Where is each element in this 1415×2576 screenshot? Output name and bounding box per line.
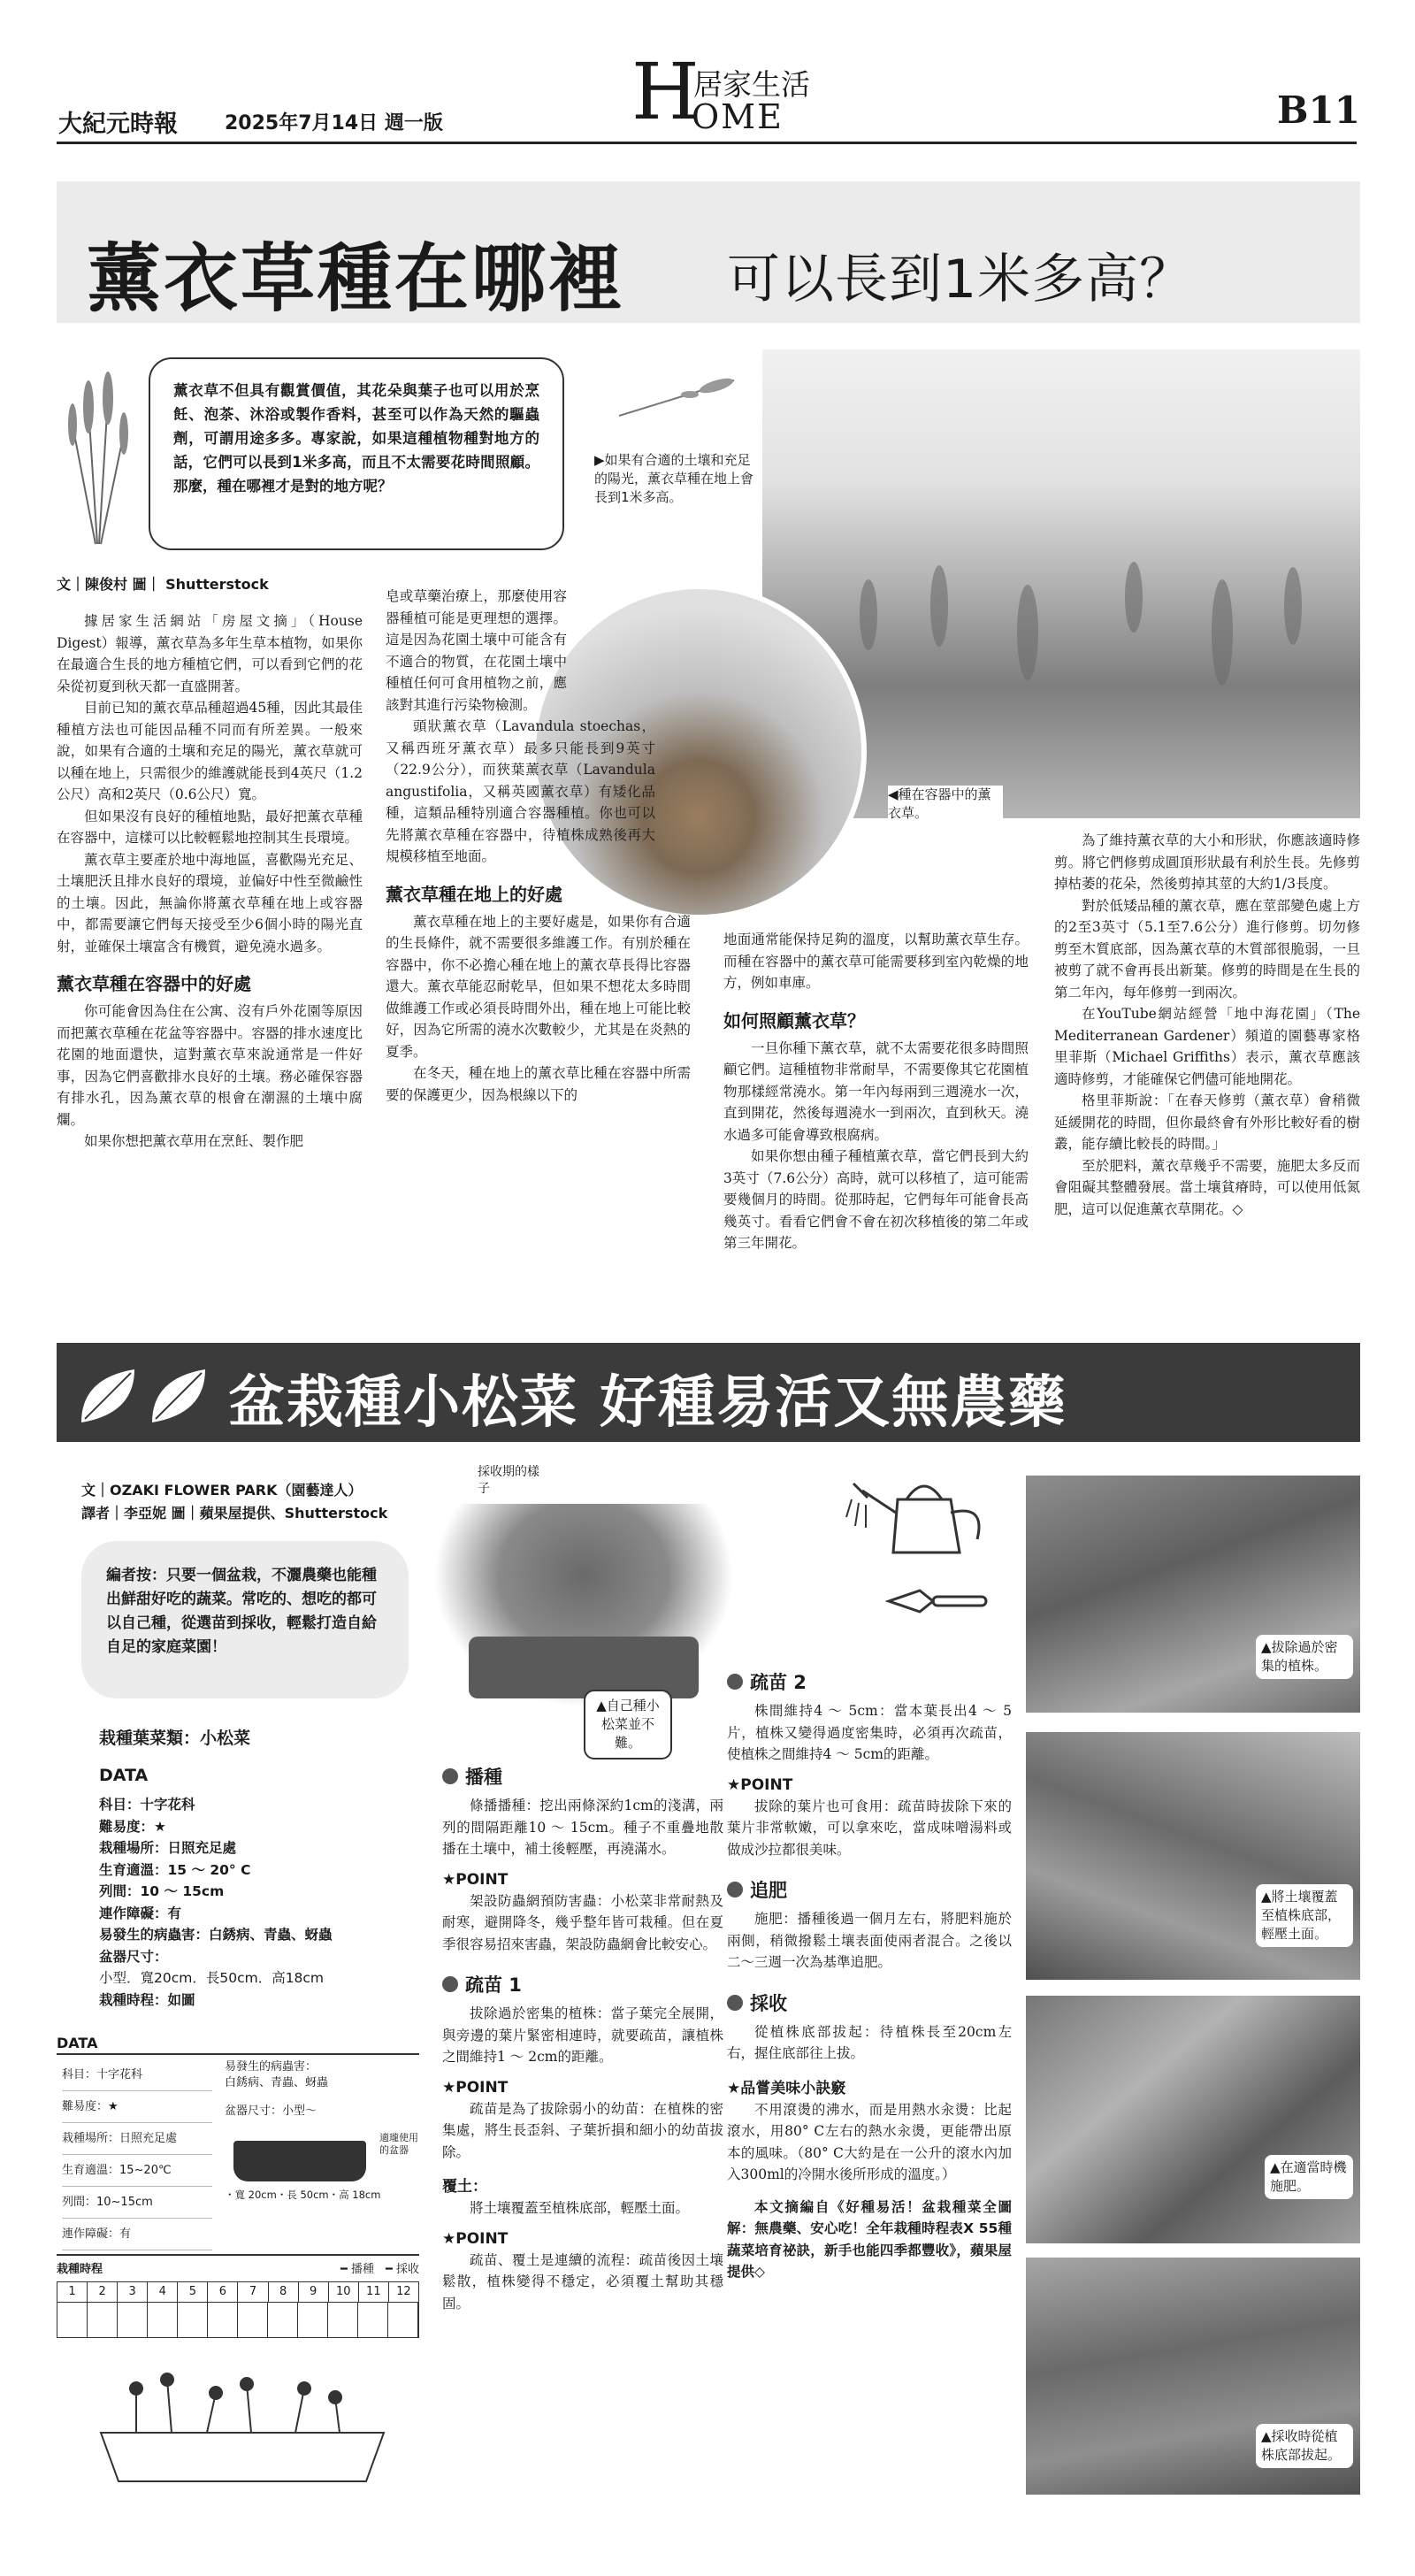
bullet-dot-icon <box>727 1995 743 2011</box>
schedule-title: 栽種時程 <box>57 2263 103 2276</box>
data-row: 生育適溫：15 ～ 20° C <box>99 1861 251 1878</box>
data-row: 科目：十字花科 <box>99 1797 195 1813</box>
para: 頭狀薰衣草（Lavandula stoechas，又稱西班牙薰衣草）最多只能長到9英寸（22.9公分），而狹葉薰衣草（Lavandula angustifolia，又稱英國薰衣草）有矮化品種，這類品種特別適合容器種植。你也可以先將薰衣草種在容器中，待植株成熟後再大規模移植至地面。 <box>386 718 655 864</box>
planter-illustration <box>83 2362 402 2486</box>
editor-note-text: 編者按：只要一個盆栽，不灑農藥也能種出鮮甜好吃的蔬菜。常吃的、想吃的都可以自己種，從選苗到採收，輕鬆打造自給自足的家庭菜園！ <box>106 1567 377 1656</box>
para: 株間維持4 ～ 5cm：當本葉長出4 ～ 5片，植株又變得過度密集時，必須再次疏苗，使植株之間維持4 ～ 5cm的距離。 <box>727 1703 1012 1762</box>
step-title: 疏苗 1 <box>465 1974 522 1996</box>
para: 至於肥料，薰衣草幾乎不需要，施肥太多反而會阻礙其整體發展。當土壤貧瘠時，可以使用低氮肥，這可以促進薰衣草開花。◇ <box>1054 1157 1360 1217</box>
step-heading <box>442 1971 723 1997</box>
diag-row: 列間：10~15cm <box>62 2187 212 2219</box>
para: 薰衣草主要產於地中海地區，喜歡陽光充足、土壤肥沃且排水良好的環境，並偏好中性至微鹼性的土壤。因此，無論你將薰衣草種在地上或容器中，都需要讓它們每天接受至少6個小時的陽光直射，並確保土壤富含有機質，避免澆水過多。 <box>57 851 363 954</box>
data-row: 栽種時程：如圖 <box>99 1991 195 2008</box>
intro-text: 薰衣草不但具有觀賞價值，其花朵與葉子也可以用於烹飪、泡茶、沐浴或製作香料，甚至可以作為天然的驅蟲劑，可謂用途多多。專家說，如果這種植物種對地方的話，它們可以長到1米多高，而且不太需要花時間照顧。那麼，種在哪裡才是對的地方呢？ <box>173 382 539 494</box>
para: 疏苗是為了拔除弱小的幼苗：在植株的密集處，將生長歪斜、子葉折損和細小的幼苗拔除。 <box>442 2100 723 2160</box>
data-row: 連作障礙：有 <box>99 1905 182 1921</box>
article2-col-right <box>727 1652 1012 2283</box>
harvest-photo-caption: ▲採收時從植株底部拔起。 <box>1256 2424 1353 2468</box>
komatsuna-pot-photo <box>433 1504 734 1707</box>
issue-date: 2025年7月14日 週一版 <box>225 112 443 134</box>
data-row: 列間：10 ～ 15cm <box>99 1883 225 1899</box>
legend-harvest: ━ 採收 <box>386 2263 419 2276</box>
bullet-dot-icon <box>442 1768 458 1784</box>
headline-sub: 可以長到1米多高？ <box>727 249 1194 310</box>
para: 從植株底部拔起：待植株長至20cm左右，握住底部往上拔。 <box>727 2023 1012 2061</box>
para: 不用滾燙的沸水，而是用熱水汆燙：比起滾水，用80° C左右的熱水汆燙，更能帶出原本的風味。（80° C大約是在一公升的滾水內加入300ml的冷開水後所形成的溫度。） <box>727 2101 1012 2182</box>
page-number: B11 <box>1277 88 1360 132</box>
section-name: 居家生活 <box>693 67 810 102</box>
soil-cover-caption: ▲將土壤覆蓋至植株底部，輕壓土面。 <box>1256 1884 1353 1947</box>
article1-col4 <box>1054 830 1360 1220</box>
step-title: 播種 <box>465 1767 502 1788</box>
step-title: 採收 <box>750 1992 787 2014</box>
para: 對於低矮品種的薰衣草，應在莖部變色處上方的2至3英寸（5.1至7.6公分）進行修剪。切勿修剪至木質底部，因為薰衣草的木質部很脆弱，一旦被剪了就不會再長出新葉。修剪的時間是在生長的第二年內，每年修剪一到兩次。 <box>1054 897 1360 1000</box>
article1-col2 <box>386 586 691 1106</box>
legend-sow: ━ 播種 <box>340 2263 375 2276</box>
intro-box <box>149 357 564 550</box>
point-label: ★POINT <box>442 2078 509 2097</box>
field-photo-caption: ▶如果有合適的土壤和充足的陽光，薰衣草種在地上會長到1米多高。 <box>594 452 754 505</box>
para: 拔除的葉片也可食用：疏苗時拔除下來的葉片非常軟嫩，可以拿來吃，當成味噌湯料或做成沙拉都很美味。 <box>727 1798 1012 1858</box>
month-row <box>57 2281 419 2303</box>
section-rest: OME <box>692 97 784 136</box>
fertilize-caption: ▲在適當時機施肥。 <box>1265 2155 1353 2199</box>
diag-row: 連作障礙：有 <box>62 2219 212 2250</box>
para: 一旦你種下薰衣草，就不太需要花很多時間照顧它們。這種植物非常耐旱，不需要像其它花園植物那樣經常澆水。第一年內每兩到三週澆水一次，直到開花，然後每週澆水一到兩次，直到秋天。澆水過多可能會導致根腐病。 <box>723 1039 1029 1143</box>
step-heading <box>727 1876 1012 1903</box>
diagram-title: DATA <box>57 2035 419 2055</box>
data-row: 盆器尺寸： <box>99 1948 168 1965</box>
month-cell: 10 <box>329 2282 359 2302</box>
diag-dims: ・寬 20cm・長 50cm・高 18cm <box>225 2189 381 2201</box>
para: 地面通常能保持足夠的溫度，以幫助薰衣草生存。而種在容器中的薰衣草可能需要移到室內乾燥的地方，例如車庫。 <box>723 932 1029 991</box>
para: 格里菲斯說：「在春天修剪（薰衣草）會稍微延緩開花的時間，但你最終會有外形比較好看的樹叢，能存續比較長的時間。」 <box>1054 1092 1360 1152</box>
diag-size: 盆器尺寸：小型～ <box>225 2104 317 2118</box>
month-cell: 5 <box>178 2282 208 2302</box>
month-cell: 4 <box>148 2282 178 2302</box>
para: 皂或草藥治療上，那麼使用容器種植可能是更理想的選擇。這是因為花園土壤中可能含有不適合的物質，在花園土壤中種植任何可食用植物之前，應該對其進行污染物檢測。 <box>386 588 567 713</box>
para: 在冬天，種在地上的薰衣草比種在容器中所需要的保護更少，因為根線以下的 <box>386 1065 691 1103</box>
diagram-left <box>62 2059 212 2250</box>
harvest-caption: 採收期的樣子 <box>478 1465 539 1496</box>
potted-photo-caption: ◀種在容器中的薰衣草。 <box>888 786 1003 823</box>
step-heading <box>727 1668 1012 1695</box>
article2-byline: 文｜OZAKI FLOWER PARK（園藝達人） <box>81 1482 363 1499</box>
byline: 文｜陳俊村 圖｜ Shutterstock <box>57 576 269 593</box>
diag-pest: 白銹病、青蟲、蚜蟲 <box>225 2076 329 2089</box>
step-title: 追肥 <box>750 1880 787 1901</box>
data-row: 小型．寬20cm．長50cm．高18cm <box>99 1970 325 1986</box>
para: 你可能會因為住在公寓、沒有戶外花園等原因而把薰衣草種在花盆等容器中。容器的排水速度比花園的地面還快，這對薰衣草來說通常是一件好事，因為它們喜歡排水良好的土壤。務必確保容器有排水孔，因為薰衣草的根會在潮濕的土壤中腐爛。 <box>57 1003 363 1128</box>
para: 但如果沒有良好的種植地點，最好把薰衣草種在容器中，這樣可以比較輕鬆地控制其生長環境。 <box>57 808 363 846</box>
para: 如果你想由種子種植薰衣草，當它們長到大約3英寸（7.6公分）高時，就可以移植了，這可能需要幾個月的時間。從那時起，它們每年可能會長高幾英寸。看看它們會不會在初次移植後的第二年或第三年開花。 <box>723 1148 1029 1251</box>
source-note: 本文摘編自《好種易活！盆栽種菜全圖解：無農藥、安心吃！全年栽種時程表X 55種蔬菜培育祕訣，新手也能四季都豐收》，蘋果屋提供◇ <box>727 2198 1012 2280</box>
fertilize-photo <box>1026 1996 1360 2243</box>
para: 條播播種：挖出兩條深約1cm的淺溝，兩列的間隔距離10 ～ 15cm。種子不重疊地散播在土壤中，補土後輕壓，再澆滿水。 <box>442 1798 723 1857</box>
header-rule <box>57 142 1357 144</box>
diag-pot-icon <box>233 2141 366 2181</box>
pot-art <box>433 1504 734 1707</box>
lavender-sprig-icon <box>610 372 743 425</box>
headline-main: 薰衣草種在哪裡 <box>87 235 626 322</box>
thinning-caption: ▲拔除過於密集的植株。 <box>1256 1635 1353 1679</box>
para: 薰衣草種在地上的主要好處是，如果你有合適的生長條件，就不需要很多維護工作。有別於種在容器中，你不必擔心種在地上的薰衣草長得比容器還大。薰衣草能忍耐乾旱，但如果不想花太多時間做維護工作或必須長時間外出，種在地上可能比較好，因為它所需的澆水次數較少，尤其是在炎熱的夏季。 <box>386 913 691 1060</box>
month-cell: 2 <box>88 2282 118 2302</box>
para: 為了維持薰衣草的大小和形狀，你應該適時修剪。將它們修剪成圓頂形狀最有利於生長。先修剪掉枯萎的花朵，然後剪掉其莖的大約1/3長度。 <box>1054 832 1360 892</box>
data-heading: DATA <box>99 1766 149 1785</box>
month-cell: 8 <box>269 2282 299 2302</box>
point-label: ★POINT <box>442 1870 509 1889</box>
data-diagram <box>57 2035 419 2298</box>
month-cell: 9 <box>299 2282 329 2302</box>
month-cell: 12 <box>396 2285 411 2298</box>
editor-note <box>81 1541 409 1698</box>
veg-title: 栽種葉菜類：小松菜 <box>99 1729 251 1748</box>
diag-row: 栽種場所：日照充足處 <box>62 2123 212 2155</box>
step-heading <box>727 1990 1012 2016</box>
data-row: 易發生的病蟲害：白銹病、青蟲、蚜蟲 <box>99 1927 333 1943</box>
paper-name: 大紀元時報 <box>58 111 178 138</box>
step-title: 疏苗 2 <box>750 1672 807 1693</box>
step-heading <box>442 1763 723 1790</box>
article1-col1 <box>57 610 363 1153</box>
para: 據居家生活網站「房屋文摘」（House Digest）報導，薰衣草為多年生草本植物，如果你在最適合生長的地方種植它們，可以看到它們的花朵從初夏到秋天都一直盛開著。 <box>57 613 363 694</box>
schedule <box>57 2254 419 2338</box>
watering-can-icon <box>845 1464 1004 1579</box>
month-cell: 1 <box>57 2282 88 2302</box>
para: 拔除過於密集的植株：當子葉完全展開，與旁邊的葉片緊密相連時，就要疏苗，讓植株之間維持1 ～ 2cm的距離。 <box>442 2005 723 2065</box>
para: 疏苗、覆土是連續的流程：疏苗後因土壤鬆散，植株變得不穩定，必須覆土幫助其穩固。 <box>442 2251 723 2312</box>
article1-col3 <box>723 929 1029 1254</box>
para: 如果你想把薰衣草用在烹飪、製作肥 <box>84 1133 304 1149</box>
article2-byline-2: 譯者｜李亞妮 圖｜蘋果屋提供、Shutterstock <box>81 1505 388 1522</box>
month-cell: 7 <box>238 2282 268 2302</box>
section-letter: H <box>631 46 700 137</box>
article2-col-mid <box>442 1747 723 2314</box>
point-label: ★POINT <box>442 2229 509 2248</box>
para: 將土壤覆蓋至植株底部，輕壓土面。 <box>470 2200 690 2216</box>
diag-pot-label: 適瓏使用的盆器 <box>379 2132 418 2156</box>
leaf-icon <box>73 1361 214 1431</box>
bullet-dot-icon <box>727 1674 743 1690</box>
point-label: ★POINT <box>727 1775 793 1794</box>
para: 架設防蟲網預防害蟲：小松菜非常耐熱及耐寒，避開降冬，幾乎整年皆可栽種。但在夏季很容易招來害蟲，架設防蟲網會比較安心。 <box>442 1892 723 1952</box>
bullet-dot-icon <box>727 1882 743 1898</box>
subheading: 如何照顧薰衣草？ <box>723 1009 865 1031</box>
point-label: ★品嘗美味小訣竅 <box>727 2079 846 2097</box>
month-cell: 6 <box>208 2282 238 2302</box>
article2-banner <box>57 1343 1360 1442</box>
data-list <box>99 1794 426 2011</box>
diag-row: 生育適溫：15~20℃ <box>62 2155 212 2187</box>
subheading: 薰衣草種在容器中的好處 <box>57 973 251 994</box>
diag-row: 科目：十字花科 <box>62 2059 212 2091</box>
diagram-right <box>225 2059 419 2203</box>
subheading: 薰衣草種在地上的好處 <box>386 883 562 905</box>
month-cell: 11 <box>359 2282 389 2302</box>
data-row: 栽種場所：日照充足處 <box>99 1840 237 1856</box>
para: 在YouTube網站經營「地中海花園」（The Mediterranean Gardener）頻道的園藝專家格里菲斯（Michael Griffiths）表示，薰衣草應該適時修剪，才能確保它們儘可能地開花。 <box>1054 1006 1360 1087</box>
lavender-sprig-icon <box>53 354 142 548</box>
schedule-grid <box>57 2303 419 2338</box>
masthead <box>0 0 1415 155</box>
article2-headline: 盆栽種小松菜 好種易活又無農藥 <box>228 1370 1067 1436</box>
month-cell: 3 <box>118 2282 148 2302</box>
para: 施肥：播種後過一個月左右，將肥料施於兩側，稍微撥鬆土壤表面使兩者混合。之後以二～三週一次為基準追肥。 <box>727 1911 1012 1970</box>
diag-pest-title: 易發生的病蟲害： <box>225 2060 317 2074</box>
diag-row: 難易度：★ <box>62 2091 212 2123</box>
bullet-dot-icon <box>442 1976 458 1992</box>
data-row: 難易度：★ <box>99 1818 166 1835</box>
point-label: 覆土： <box>442 2178 487 2196</box>
trowel-icon <box>884 1583 990 1619</box>
para: 目前已知的薰衣草品種超過45種，因此其最佳種植方法也可能因品種不同而有所差異。一般來說，如果有合適的土壤和充足的陽光，薰衣草就可以種在地上，只需很少的維護就能長到4英尺（1.2公尺）高和2英尺（0.6公尺）寬。 <box>57 700 363 802</box>
pot-caption: ▲自己種小松菜並不難。 <box>584 1690 672 1760</box>
